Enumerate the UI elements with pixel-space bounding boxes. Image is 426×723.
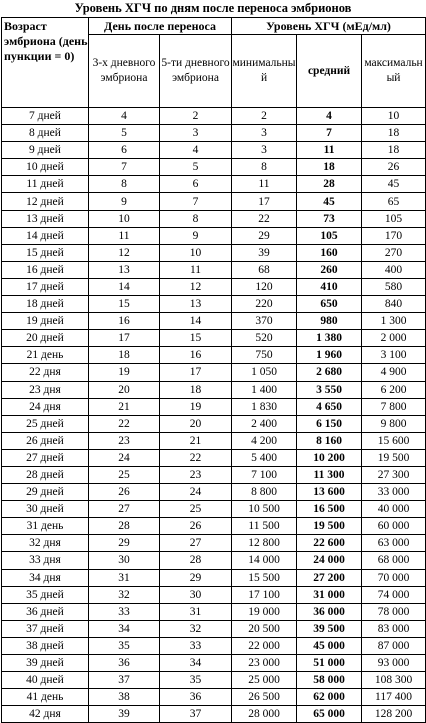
cell-embryo3: 34: [89, 620, 160, 637]
table-row: [2, 210, 426, 227]
cell-avg: 650: [297, 296, 362, 313]
cell-age: 31 день: [2, 518, 89, 535]
table-row: [2, 347, 426, 364]
table-row: [2, 569, 426, 586]
cell-age: 33 дня: [2, 552, 89, 569]
cell-embryo5: 14: [160, 313, 232, 330]
cell-min: 1 050: [232, 364, 297, 381]
cell-max: 108 300: [362, 672, 426, 689]
cell-max: 19 500: [362, 449, 426, 466]
cell-min: 220: [232, 296, 297, 313]
cell-embryo3: 6: [89, 142, 160, 159]
cell-embryo3: 7: [89, 159, 160, 176]
table-row: [2, 552, 426, 569]
cell-age: 10 дней: [2, 159, 89, 176]
cell-avg: 410: [297, 278, 362, 295]
table-row: [2, 620, 426, 637]
table-row: [2, 518, 426, 535]
cell-age: 22 дня: [2, 364, 89, 381]
cell-max: 7 800: [362, 398, 426, 415]
cell-embryo3: 37: [89, 672, 160, 689]
cell-min: 14 000: [232, 552, 297, 569]
header-embryo3: 3-х дневного эмбриона: [89, 35, 160, 108]
cell-avg: 16 500: [297, 501, 362, 518]
cell-embryo3: 22: [89, 415, 160, 432]
cell-embryo3: 39: [89, 706, 160, 723]
cell-min: 8 800: [232, 484, 297, 501]
cell-avg: 8 160: [297, 432, 362, 449]
cell-embryo5: 12: [160, 278, 232, 295]
cell-min: 28 000: [232, 706, 297, 723]
cell-avg: 13 600: [297, 484, 362, 501]
cell-embryo5: 8: [160, 210, 232, 227]
cell-avg: 4 650: [297, 398, 362, 415]
cell-age: 25 дней: [2, 415, 89, 432]
cell-age: 37 дней: [2, 620, 89, 637]
cell-embryo5: 20: [160, 415, 232, 432]
cell-min: 26 500: [232, 689, 297, 706]
cell-max: 60 000: [362, 518, 426, 535]
cell-embryo5: 5: [160, 159, 232, 176]
cell-age: 9 дней: [2, 142, 89, 159]
cell-embryo5: 19: [160, 398, 232, 415]
table-row: [2, 227, 426, 244]
cell-max: 128 200: [362, 706, 426, 723]
cell-max: 270: [362, 244, 426, 261]
cell-age: 11 дней: [2, 176, 89, 193]
table-row: [2, 261, 426, 278]
cell-max: 105: [362, 210, 426, 227]
cell-max: 70 000: [362, 569, 426, 586]
cell-embryo3: 14: [89, 278, 160, 295]
cell-embryo5: 3: [160, 125, 232, 142]
cell-avg: 36 000: [297, 603, 362, 620]
cell-embryo5: 9: [160, 227, 232, 244]
table-row: [2, 159, 426, 176]
cell-min: 7 100: [232, 466, 297, 483]
cell-max: 6 200: [362, 381, 426, 398]
cell-embryo3: 15: [89, 296, 160, 313]
cell-min: 19 000: [232, 603, 297, 620]
table-row: [2, 142, 426, 159]
header-age: Возраст эмбриона (день пункции = 0): [2, 18, 89, 108]
cell-age: 39 дней: [2, 655, 89, 672]
cell-max: 117 400: [362, 689, 426, 706]
cell-age: 29 дней: [2, 484, 89, 501]
cell-age: 34 дня: [2, 569, 89, 586]
table-row: [2, 381, 426, 398]
cell-max: 93 000: [362, 655, 426, 672]
table-row: [2, 108, 426, 125]
table-row: [2, 706, 426, 723]
cell-embryo3: 5: [89, 125, 160, 142]
cell-max: 45: [362, 176, 426, 193]
cell-age: 8 дней: [2, 125, 89, 142]
cell-avg: 45: [297, 193, 362, 210]
cell-embryo3: 29: [89, 535, 160, 552]
cell-embryo3: 10: [89, 210, 160, 227]
cell-min: 22 000: [232, 637, 297, 654]
cell-max: 83 000: [362, 620, 426, 637]
cell-avg: 10 200: [297, 449, 362, 466]
cell-max: 68 000: [362, 552, 426, 569]
cell-max: 400: [362, 261, 426, 278]
cell-age: 36 дней: [2, 603, 89, 620]
cell-embryo5: 13: [160, 296, 232, 313]
cell-avg: 73: [297, 210, 362, 227]
header-max: максимальный: [362, 35, 426, 108]
cell-avg: 1 380: [297, 330, 362, 347]
cell-min: 11 500: [232, 518, 297, 535]
cell-embryo5: 36: [160, 689, 232, 706]
cell-min: 15 500: [232, 569, 297, 586]
cell-age: 12 дней: [2, 193, 89, 210]
cell-embryo3: 20: [89, 381, 160, 398]
cell-min: 25 000: [232, 672, 297, 689]
cell-embryo5: 7: [160, 193, 232, 210]
cell-max: 170: [362, 227, 426, 244]
cell-avg: 2 680: [297, 364, 362, 381]
cell-embryo5: 4: [160, 142, 232, 159]
cell-min: 1 400: [232, 381, 297, 398]
table-row: [2, 176, 426, 193]
cell-min: 12 800: [232, 535, 297, 552]
cell-avg: 1 960: [297, 347, 362, 364]
cell-avg: 58 000: [297, 672, 362, 689]
table-body: [2, 108, 426, 723]
cell-embryo3: 18: [89, 347, 160, 364]
table-row: [2, 535, 426, 552]
cell-embryo3: 16: [89, 313, 160, 330]
cell-avg: 39 500: [297, 620, 362, 637]
cell-embryo3: 32: [89, 586, 160, 603]
cell-age: 16 дней: [2, 261, 89, 278]
cell-max: 3 100: [362, 347, 426, 364]
cell-embryo3: 11: [89, 227, 160, 244]
cell-embryo5: 27: [160, 535, 232, 552]
cell-min: 68: [232, 261, 297, 278]
cell-embryo3: 26: [89, 484, 160, 501]
cell-embryo5: 22: [160, 449, 232, 466]
cell-avg: 11: [297, 142, 362, 159]
cell-embryo3: 8: [89, 176, 160, 193]
hcg-table: [1, 17, 426, 723]
cell-min: 22: [232, 210, 297, 227]
cell-avg: 160: [297, 244, 362, 261]
cell-embryo5: 21: [160, 432, 232, 449]
cell-avg: 24 000: [297, 552, 362, 569]
cell-embryo5: 15: [160, 330, 232, 347]
cell-embryo5: 2: [160, 108, 232, 125]
table-row: [2, 415, 426, 432]
cell-max: 78 000: [362, 603, 426, 620]
cell-embryo5: 16: [160, 347, 232, 364]
cell-max: 10: [362, 108, 426, 125]
cell-avg: 18: [297, 159, 362, 176]
cell-avg: 45 000: [297, 637, 362, 654]
cell-embryo5: 24: [160, 484, 232, 501]
cell-min: 8: [232, 159, 297, 176]
header-transfer-day: День после переноса: [89, 18, 232, 35]
cell-embryo3: 17: [89, 330, 160, 347]
table-row: [2, 296, 426, 313]
cell-embryo3: 12: [89, 244, 160, 261]
cell-age: 15 дней: [2, 244, 89, 261]
cell-embryo3: 19: [89, 364, 160, 381]
cell-age: 27 дней: [2, 449, 89, 466]
cell-embryo5: 18: [160, 381, 232, 398]
table-row: [2, 449, 426, 466]
cell-min: 370: [232, 313, 297, 330]
cell-avg: 62 000: [297, 689, 362, 706]
table-row: [2, 313, 426, 330]
cell-embryo5: 6: [160, 176, 232, 193]
cell-max: 65: [362, 193, 426, 210]
cell-age: 21 день: [2, 347, 89, 364]
cell-embryo5: 31: [160, 603, 232, 620]
cell-age: 14 дней: [2, 227, 89, 244]
table-row: [2, 603, 426, 620]
cell-max: 27 300: [362, 466, 426, 483]
header-min: минимальный: [232, 35, 297, 108]
cell-min: 23 000: [232, 655, 297, 672]
cell-embryo5: 25: [160, 501, 232, 518]
table-row: [2, 364, 426, 381]
header-hcg-level: Уровень ХГЧ (мЕд/мл): [232, 18, 426, 35]
cell-min: 750: [232, 347, 297, 364]
table-row: [2, 278, 426, 295]
cell-embryo3: 30: [89, 552, 160, 569]
cell-min: 1 830: [232, 398, 297, 415]
cell-embryo3: 31: [89, 569, 160, 586]
cell-min: 3: [232, 125, 297, 142]
cell-embryo3: 24: [89, 449, 160, 466]
cell-embryo5: 28: [160, 552, 232, 569]
cell-min: 11: [232, 176, 297, 193]
table-row: [2, 689, 426, 706]
cell-embryo5: 26: [160, 518, 232, 535]
cell-age: 18 дней: [2, 296, 89, 313]
cell-avg: 19 500: [297, 518, 362, 535]
cell-min: 520: [232, 330, 297, 347]
table-row: [2, 484, 426, 501]
cell-embryo3: 27: [89, 501, 160, 518]
cell-embryo5: 23: [160, 466, 232, 483]
cell-avg: 4: [297, 108, 362, 125]
cell-max: 1 300: [362, 313, 426, 330]
cell-embryo3: 9: [89, 193, 160, 210]
cell-max: 2 000: [362, 330, 426, 347]
cell-embryo3: 25: [89, 466, 160, 483]
cell-age: 30 дней: [2, 501, 89, 518]
cell-avg: 28: [297, 176, 362, 193]
cell-avg: 980: [297, 313, 362, 330]
cell-min: 3: [232, 142, 297, 159]
cell-embryo5: 11: [160, 261, 232, 278]
cell-avg: 27 200: [297, 569, 362, 586]
cell-age: 24 дня: [2, 398, 89, 415]
table-row: [2, 330, 426, 347]
cell-min: 5 400: [232, 449, 297, 466]
page-title: Уровень ХГЧ по дням после переноса эмбрионов: [74, 1, 352, 15]
cell-age: 26 дней: [2, 432, 89, 449]
cell-embryo3: 33: [89, 603, 160, 620]
cell-embryo5: 37: [160, 706, 232, 723]
cell-embryo5: 29: [160, 569, 232, 586]
cell-avg: 105: [297, 227, 362, 244]
cell-min: 39: [232, 244, 297, 261]
cell-age: 13 дней: [2, 210, 89, 227]
cell-max: 580: [362, 278, 426, 295]
table-row: [2, 466, 426, 483]
cell-age: 32 дня: [2, 535, 89, 552]
cell-embryo3: 21: [89, 398, 160, 415]
cell-embryo5: 10: [160, 244, 232, 261]
cell-avg: 22 600: [297, 535, 362, 552]
cell-max: 40 000: [362, 501, 426, 518]
cell-avg: 65 000: [297, 706, 362, 723]
cell-max: 9 800: [362, 415, 426, 432]
cell-age: 20 дней: [2, 330, 89, 347]
cell-avg: 51 000: [297, 655, 362, 672]
cell-avg: 260: [297, 261, 362, 278]
cell-avg: 3 550: [297, 381, 362, 398]
cell-embryo3: 28: [89, 518, 160, 535]
table-row: [2, 125, 426, 142]
table-row: [2, 655, 426, 672]
cell-embryo5: 30: [160, 586, 232, 603]
cell-embryo3: 13: [89, 261, 160, 278]
table-row: [2, 672, 426, 689]
table-row: [2, 398, 426, 415]
cell-min: 120: [232, 278, 297, 295]
cell-max: 87 000: [362, 637, 426, 654]
cell-max: 26: [362, 159, 426, 176]
table-row: [2, 501, 426, 518]
table-row: [2, 193, 426, 210]
cell-embryo3: 35: [89, 637, 160, 654]
cell-embryo3: 4: [89, 108, 160, 125]
cell-avg: 7: [297, 125, 362, 142]
cell-min: 20 500: [232, 620, 297, 637]
table-row: [2, 637, 426, 654]
table-row: [2, 586, 426, 603]
cell-embryo5: 35: [160, 672, 232, 689]
cell-min: 17: [232, 193, 297, 210]
cell-max: 63 000: [362, 535, 426, 552]
cell-max: 33 000: [362, 484, 426, 501]
cell-embryo3: 23: [89, 432, 160, 449]
cell-avg: 11 300: [297, 466, 362, 483]
cell-age: 35 дней: [2, 586, 89, 603]
cell-embryo3: 36: [89, 655, 160, 672]
header-row-1: [2, 18, 426, 35]
cell-max: 18: [362, 142, 426, 159]
cell-max: 840: [362, 296, 426, 313]
table-row: [2, 244, 426, 261]
cell-age: 41 день: [2, 689, 89, 706]
cell-max: 15 600: [362, 432, 426, 449]
header-embryo5: 5-ти дневного эмбриона: [160, 35, 232, 108]
cell-embryo3: 38: [89, 689, 160, 706]
cell-age: 23 дня: [2, 381, 89, 398]
cell-avg: 31 000: [297, 586, 362, 603]
cell-embryo5: 32: [160, 620, 232, 637]
header-avg: средний: [297, 35, 362, 108]
table-row: [2, 432, 426, 449]
cell-min: 10 500: [232, 501, 297, 518]
cell-embryo5: 33: [160, 637, 232, 654]
cell-age: 19 дней: [2, 313, 89, 330]
cell-max: 4 900: [362, 364, 426, 381]
cell-age: 38 дней: [2, 637, 89, 654]
cell-max: 74 000: [362, 586, 426, 603]
cell-avg: 6 150: [297, 415, 362, 432]
cell-embryo5: 34: [160, 655, 232, 672]
cell-min: 29: [232, 227, 297, 244]
cell-age: 40 дней: [2, 672, 89, 689]
cell-min: 2 400: [232, 415, 297, 432]
cell-embryo5: 17: [160, 364, 232, 381]
cell-age: 42 дня: [2, 706, 89, 723]
cell-age: 28 дней: [2, 466, 89, 483]
cell-age: 17 дней: [2, 278, 89, 295]
cell-age: 7 дней: [2, 108, 89, 125]
cell-min: 17 100: [232, 586, 297, 603]
cell-min: 4 200: [232, 432, 297, 449]
cell-min: 2: [232, 108, 297, 125]
cell-max: 18: [362, 125, 426, 142]
